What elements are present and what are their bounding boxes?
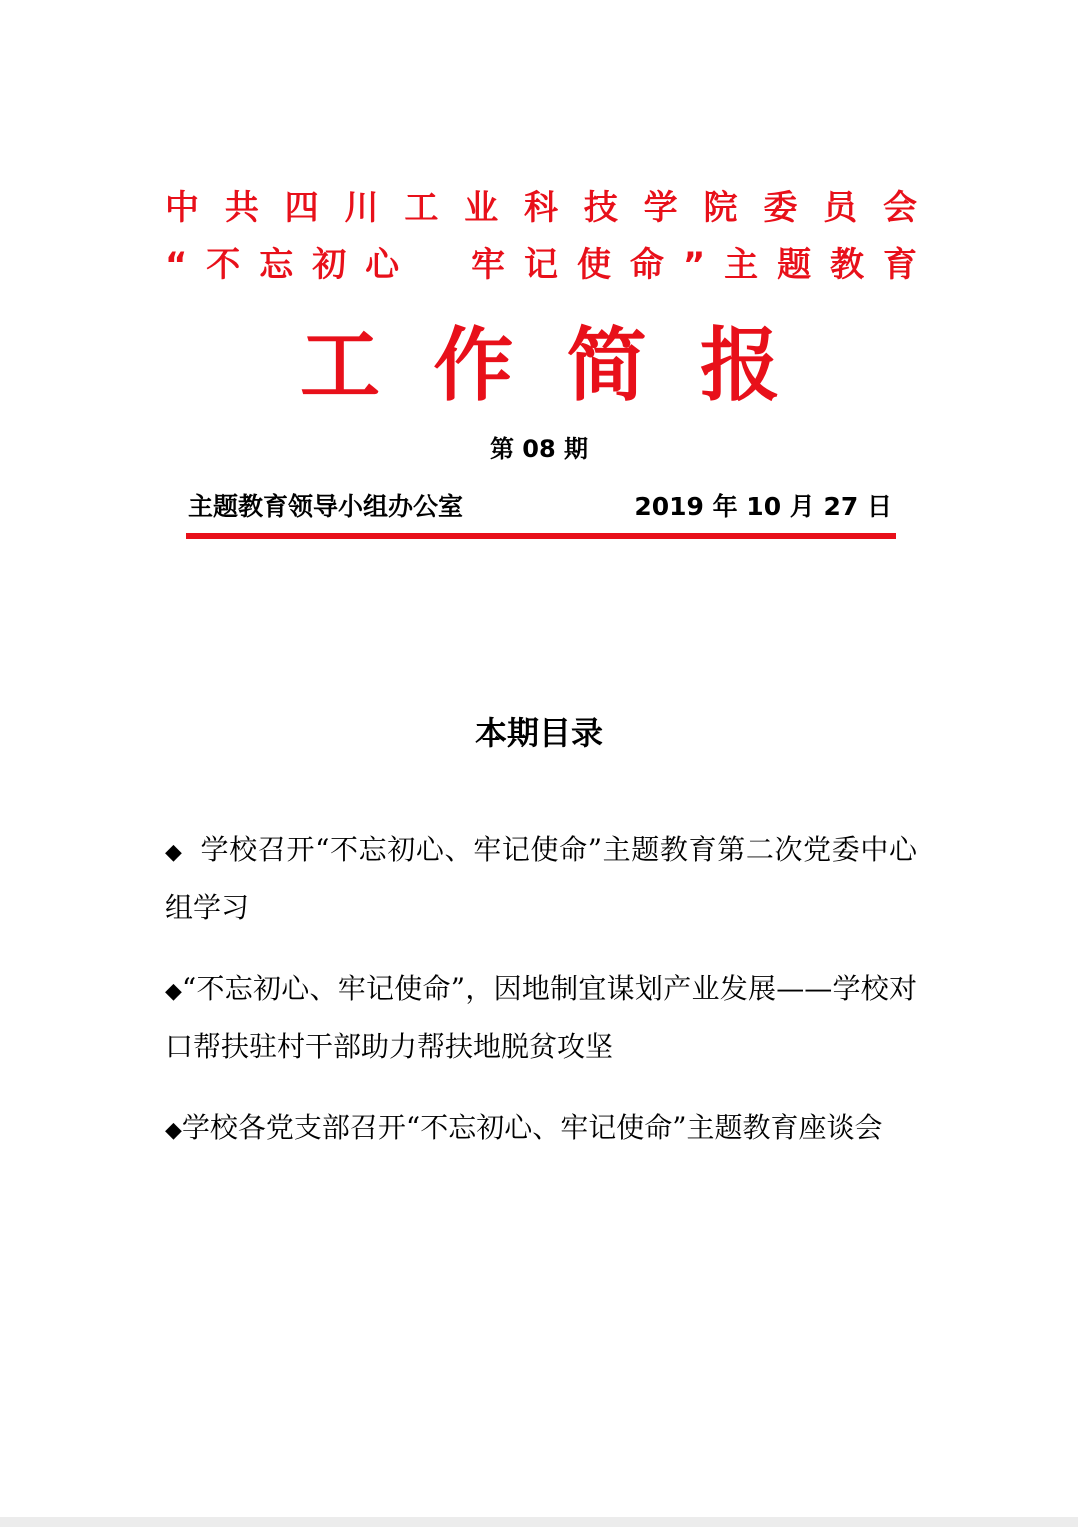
diamond-bullet-icon: ◆ [165,1118,182,1143]
issuing-office: 主题教育领导小组办公室 [188,492,464,521]
toc-item-text: 学校召开“不忘初心、牢记使命”主题教育第二次党委中心组学习 [165,833,917,924]
toc-item-text: “不忘初心、牢记使命”，因地制宜谋划产业发展——学校对口帮扶驻村干部助力帮扶地脱贫攻坚 [165,972,917,1063]
page-bottom-edge [0,1517,1078,1527]
table-of-contents [165,822,917,1158]
issue-number: 第 08 期 [489,435,589,463]
toc-item [165,822,917,935]
toc-heading: 本期目录 [474,714,603,752]
toc-item [165,1100,917,1158]
campaign-heading: “不忘初心 牢记使命”主题教育 [165,245,917,285]
diamond-bullet-icon: ◆ [165,840,182,865]
diamond-bullet-icon: ◆ [165,979,182,1004]
bulletin-title: 工作简报 [300,319,780,412]
issue-date: 2019 年 10 月 27 日 [634,492,892,521]
organization-heading: 中共四川工业科技学院委员会 [165,188,917,228]
toc-item [165,961,917,1074]
toc-item-text: 学校各党支部召开“不忘初心、牢记使命”主题教育座谈会 [181,1111,883,1144]
header-divider [186,533,896,539]
